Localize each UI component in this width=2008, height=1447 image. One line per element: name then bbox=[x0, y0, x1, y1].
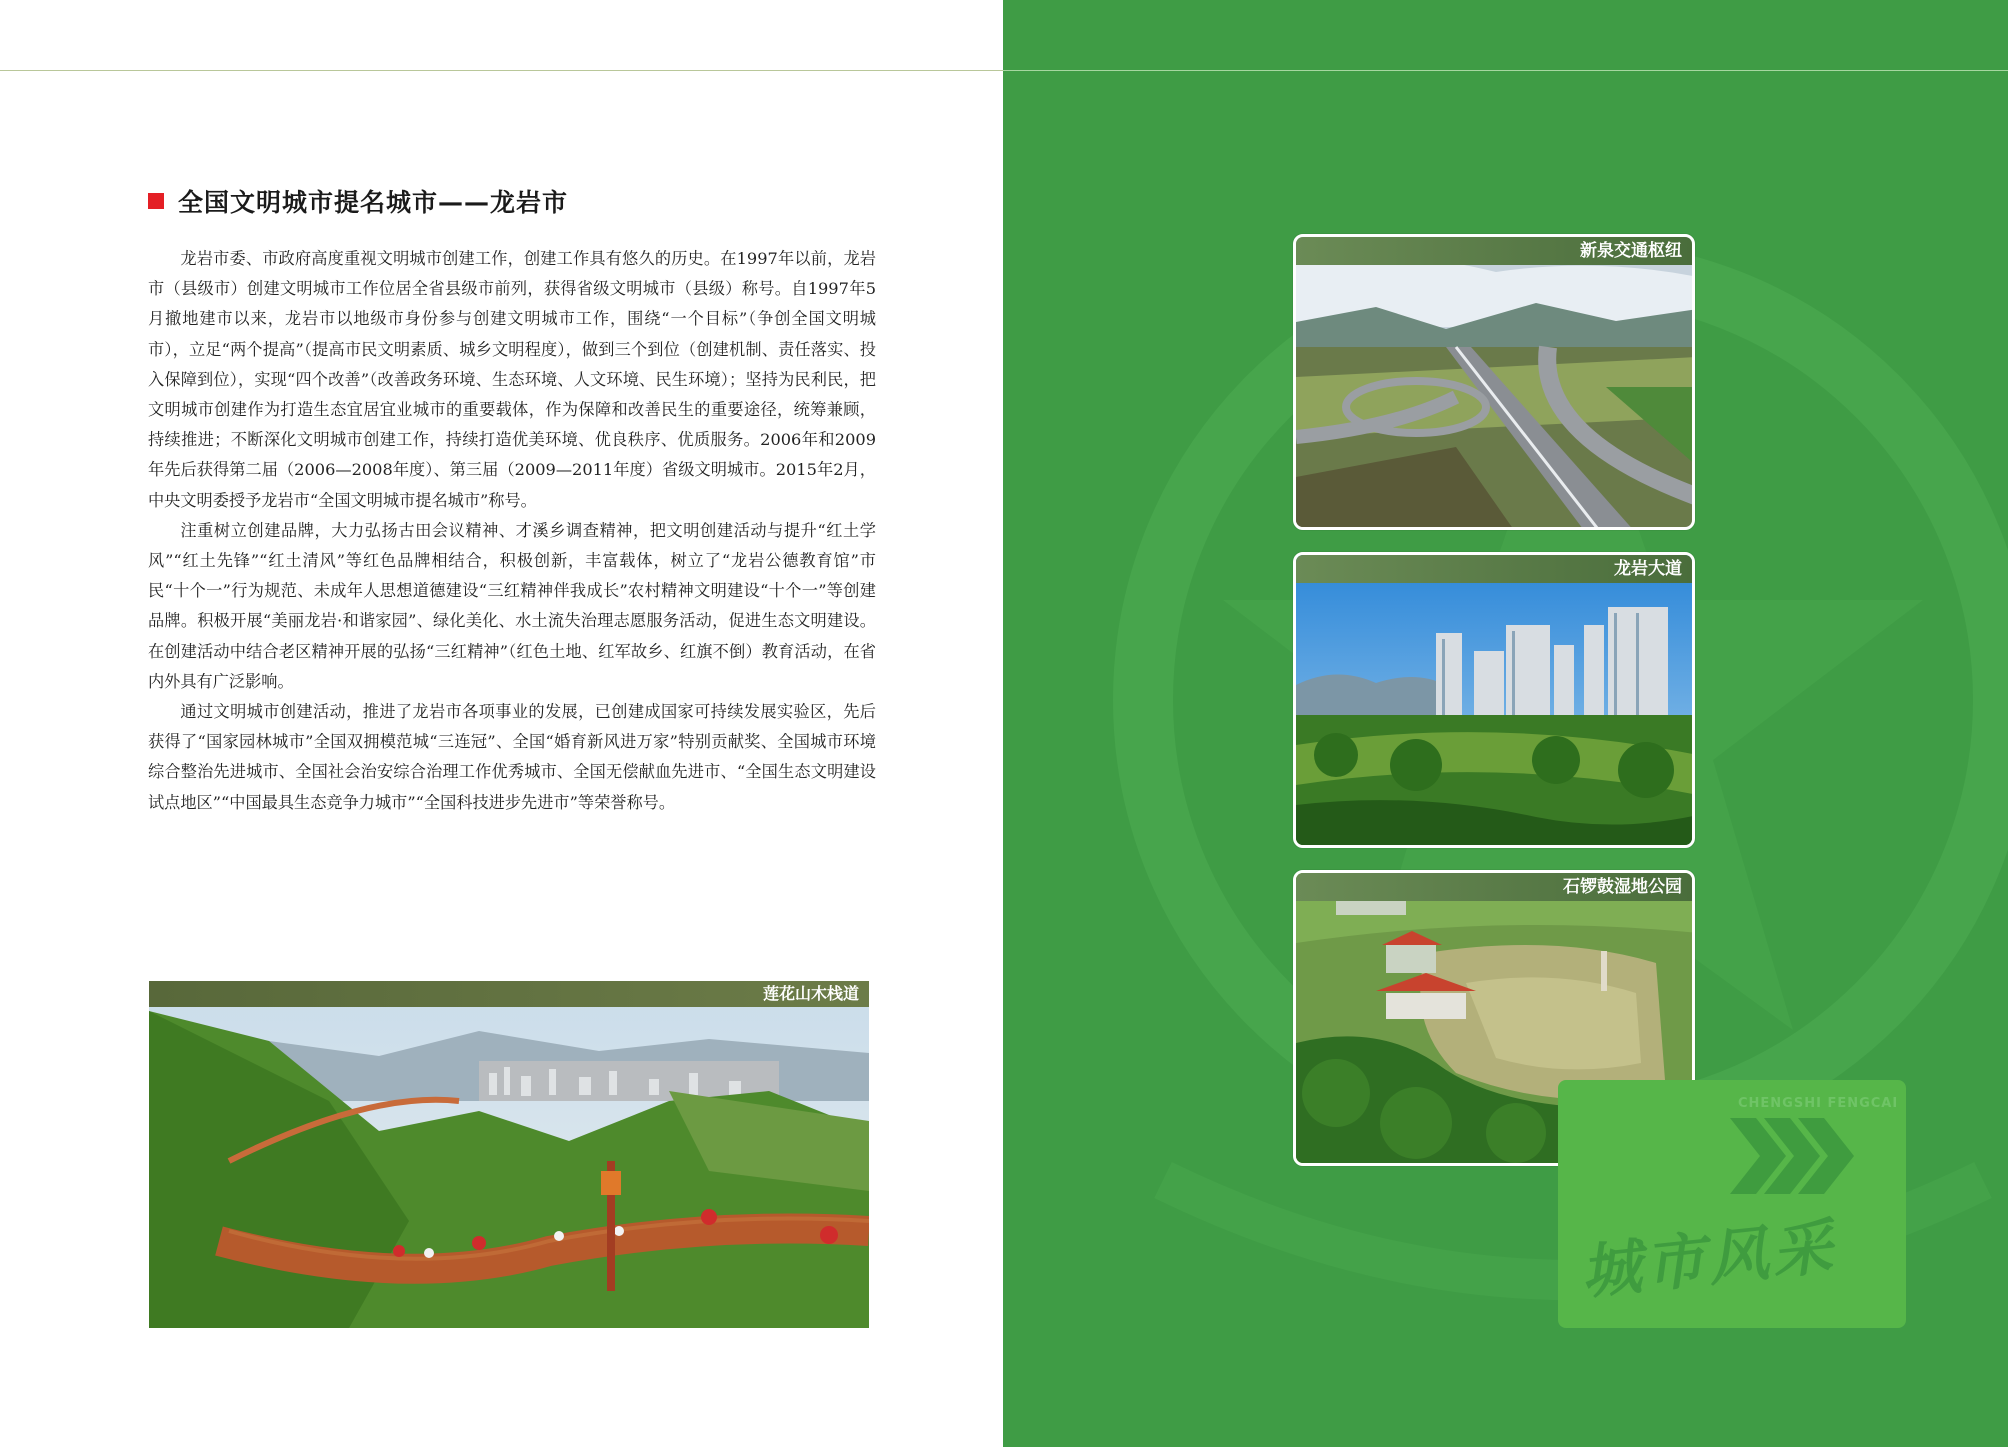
badge-pinyin: CHENGSHI FENGCAI bbox=[1738, 1096, 1899, 1111]
left-page bbox=[0, 0, 1003, 1447]
right-page bbox=[1003, 0, 2008, 1447]
lotus-caption: 莲花山木栈道 bbox=[149, 981, 869, 1007]
lotus-mountain-photo bbox=[149, 981, 869, 1328]
body-text bbox=[148, 244, 876, 818]
paragraph-1: 龙岩市委、市政府高度重视文明城市创建工作，创建工作具有悠久的历史。在1997年以前，龙岩市（县级市）创建文明城市工作位居全省县级市前列，获得省级文明城市（县级）称号。自1997年5月撤地建市以来，龙岩市以地级市身份参与创建文明城市工作，围绕“一个目标”（争创全国文明城市），立足“两个提高”（提高市民文明素质、城乡文明程度），做到三个到位（创建机制、责任落实、投入保障到位），实现“四个改善”（改善政务环境、生态环境、人文环境、民生环境）；坚持为民利民，把文明城市创建作为打造生态宜居宜业城市的重要载体，作为保障和改善民生的重要途径，统筹兼顾，持续推进；不断深化文明城市创建工作，持续打造优美环境、优良秩序、优质服务。2006年和2009年先后获得第二届（2006—2008年度）、第三届（2009—2011年度）省级文明城市。2015年2月，中央文明委授予龙岩市“全国文明城市提名城市”称号。 bbox=[148, 249, 876, 510]
lotus-mountain-image bbox=[149, 981, 869, 1328]
section-badge bbox=[1558, 1080, 1906, 1328]
longyan-avenue-caption: 龙岩大道 bbox=[1296, 555, 1692, 583]
top-rule bbox=[0, 70, 1003, 71]
red-square-marker bbox=[148, 193, 164, 209]
wetland-park-caption: 石锣鼓湿地公园 bbox=[1296, 873, 1692, 901]
longyan-avenue-image bbox=[1296, 555, 1695, 848]
page-title: 全国文明城市提名城市——龙岩市 bbox=[178, 188, 569, 217]
paragraph-2: 注重树立创建品牌，大力弘扬古田会议精神、才溪乡调查精神，把文明创建活动与提升“红土学风”“红土先锋”“红土清风”等红色品牌相结合，积极创新，丰富载体，树立了“龙岩公德教育馆”市民“十个一”行为规范、未成年人思想道德建设“三红精神伴我成长”农村精神文明建设“十个一”等创建品牌。积极开展“美丽龙岩·和谐家园”、绿化美化、水土流失治理志愿服务活动，促进生态文明建设。在创建活动中结合老区精神开展的弘扬“三红精神”（红色土地、红军故乡、红旗不倒）教育活动，在省内外具有广泛影响。 bbox=[148, 520, 876, 691]
section-heading bbox=[148, 184, 568, 218]
badge-calligraphy: 城市风采 bbox=[1577, 1211, 1840, 1309]
longyan-avenue-photo bbox=[1293, 552, 1695, 848]
paragraph-3: 通过文明城市创建活动，推进了龙岩市各项事业的发展，已创建成国家可持续发展实验区，先后获得了“国家园林城市”全国双拥模范城“三连冠”、全国“婚育新风进万家”特别贡献奖、全国城市环境综合整治先进城市、全国社会治安综合治理工作优秀城市、全国无偿献血先进市、“全国生态文明建设试点地区”“中国最具生态竞争力城市”“全国科技进步先进市”等荣誉称号。 bbox=[148, 702, 876, 812]
xinquan-image bbox=[1296, 237, 1695, 530]
xinquan-caption: 新泉交通枢纽 bbox=[1296, 237, 1692, 265]
xinquan-photo bbox=[1293, 234, 1695, 530]
triple-chevron-icon bbox=[1730, 1118, 1860, 1194]
right-top-rule bbox=[1003, 70, 2008, 71]
